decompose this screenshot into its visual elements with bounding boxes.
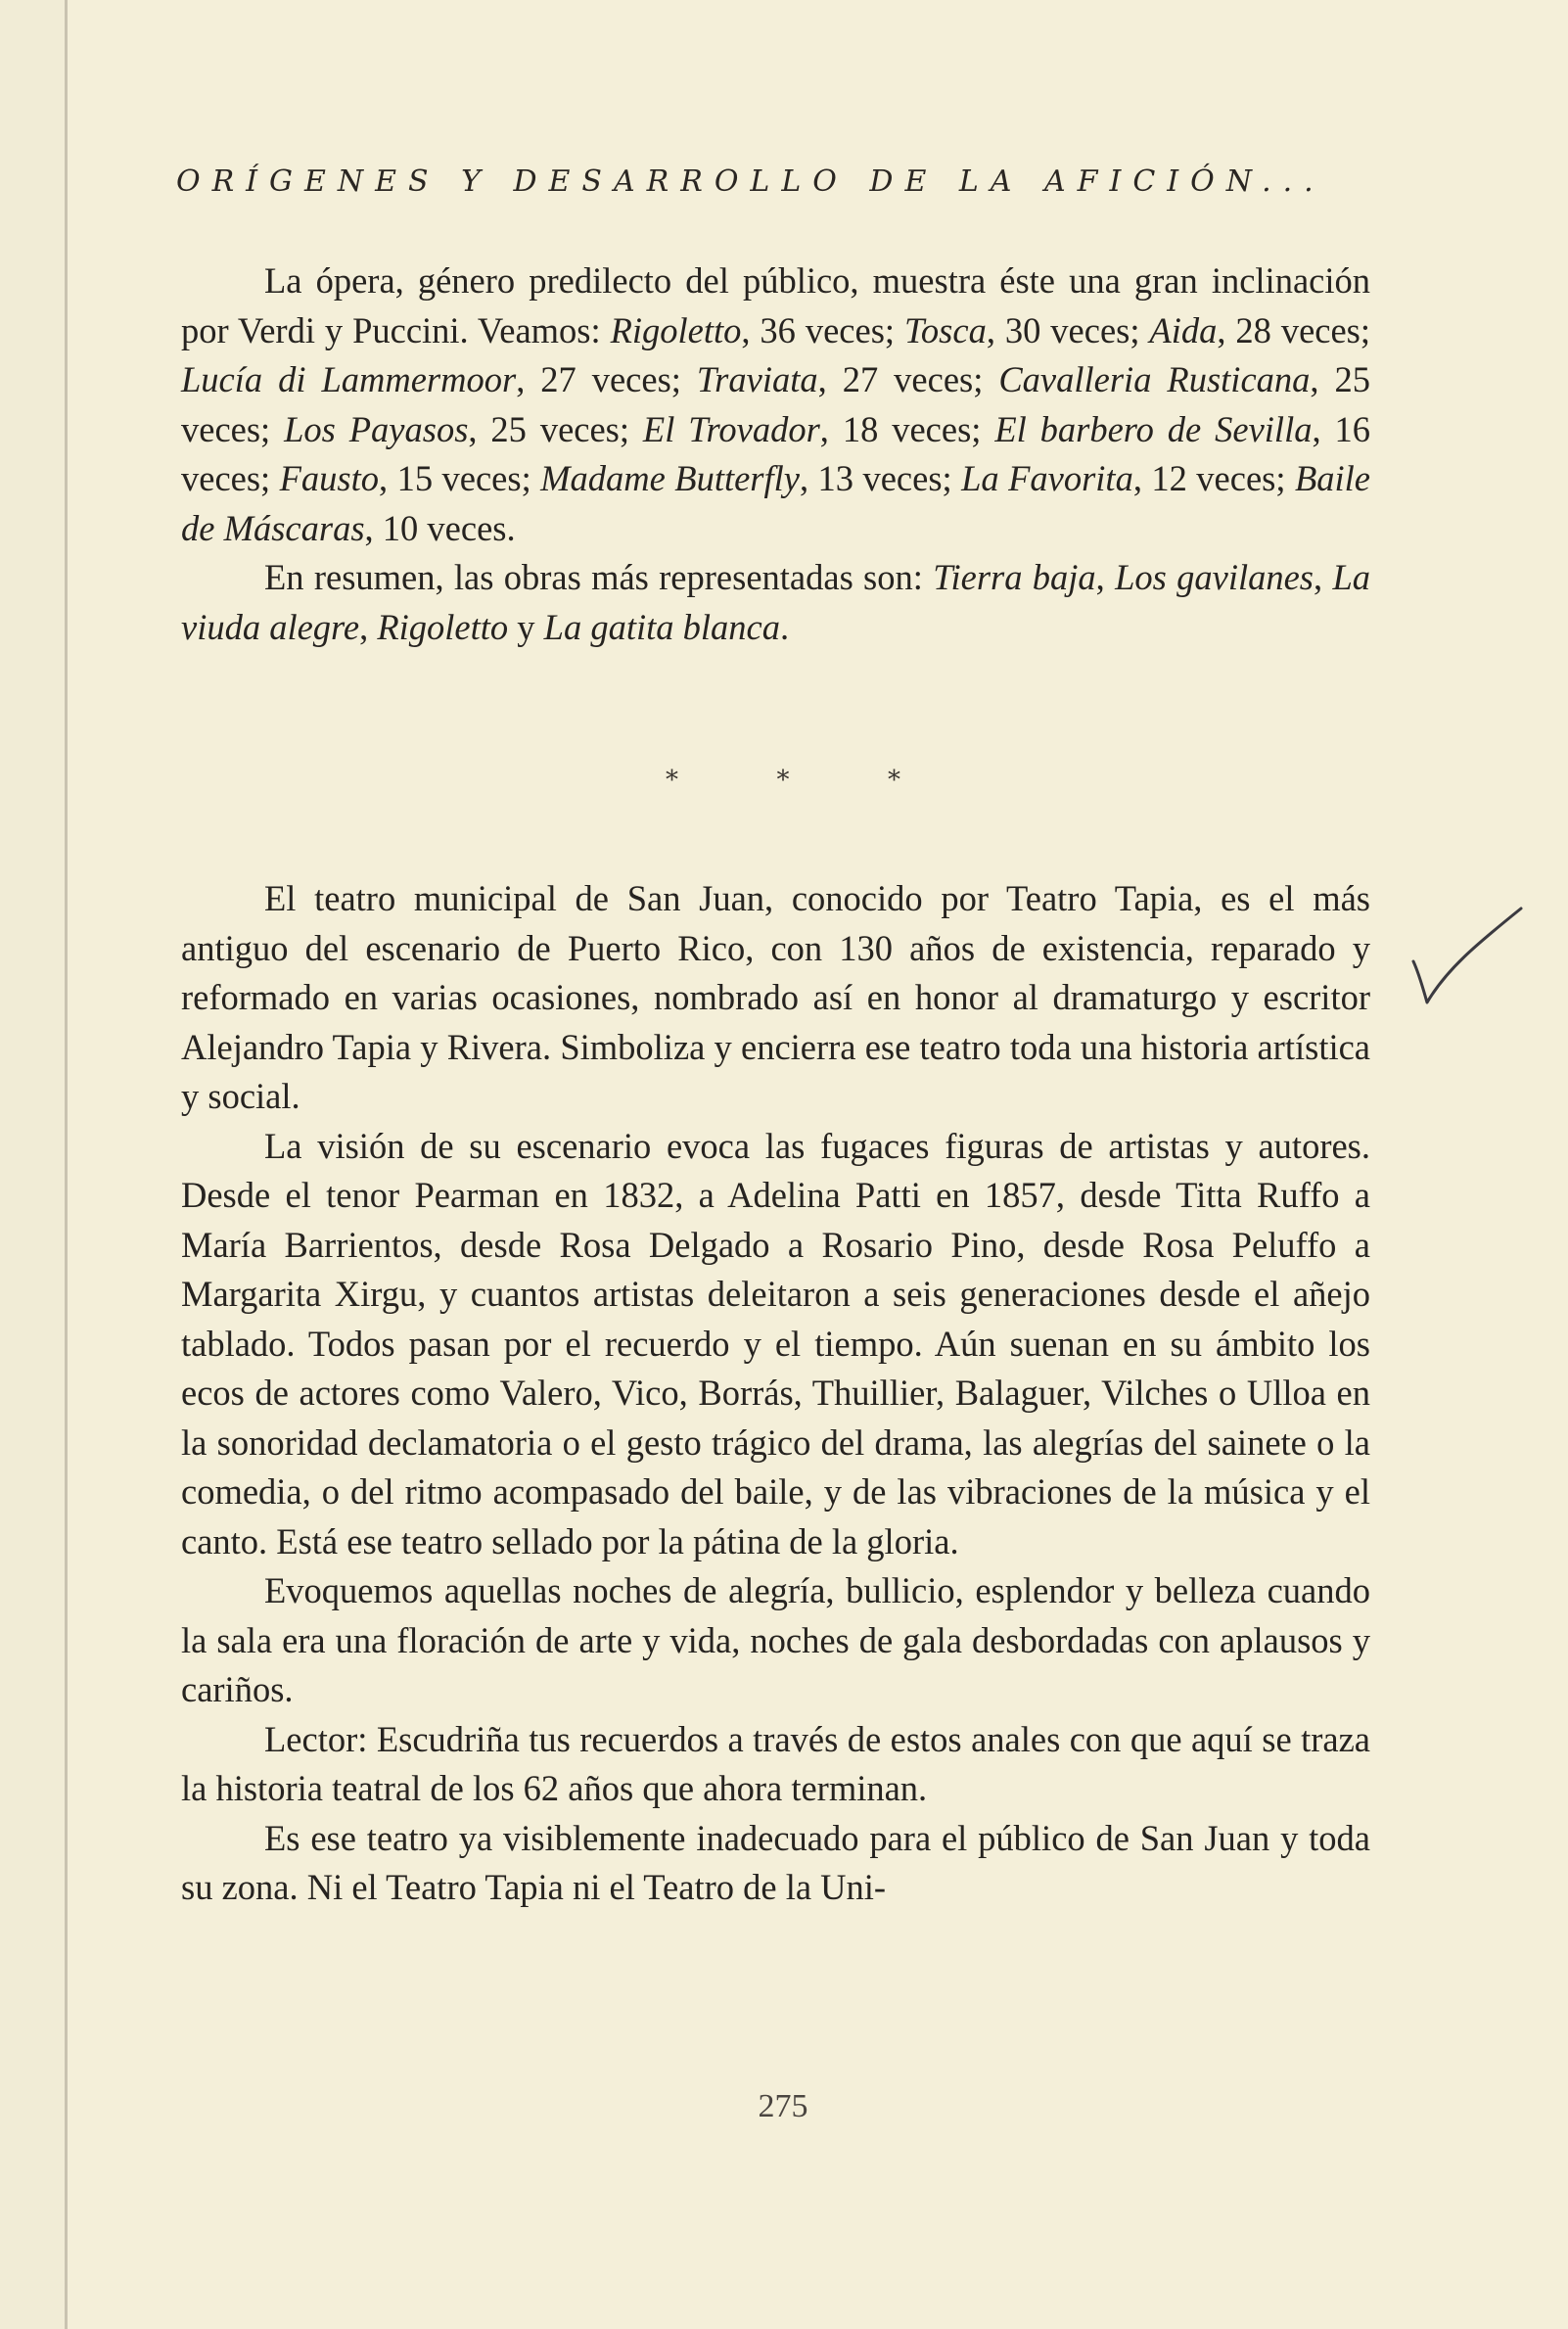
section-opera — [181, 256, 1370, 652]
paragraph-evoquemos: Evoquemos aquellas noches de alegría, bullicio, esplendor y belleza cuando la sala era una floración de arte y vida, noches de gala desbordadas con aplausos y cariños. — [181, 1570, 1370, 1709]
section-divider — [666, 766, 900, 795]
paragraph-summary: En resumen, las obras más representadas son: Tierra baja, Los gavilanes, La viuda alegre, Rigoletto y La gatita blanca. — [181, 557, 1370, 647]
paragraph-vision: La visión de su escenario evoca las fugaces figuras de artistas y autores. Desde el tenor Pearman en 1832, a Adelina Patti en 1857, desde Titta Ruffo a María Barrientos, desde Rosa Delgado a Rosario Pino, desde Rosa Peluffo a Margarita Xirgu, y cuantos artistas deleitaron a seis generaciones desde el añejo tablado. Todos pasan por el recuerdo y el tiempo. Aún suenan en su ámbito los ecos de actores como Valero, Vico, Borrás, Thuillier, Balaguer, Vilches o Ulloa en la sonoridad declamatoria o el gesto trágico del drama, las alegrías del sainete o la comedia, o del ritmo acompasado del baile, y de las vibraciones de la música y el canto. Está ese teatro sellado por la pátina de la gloria. — [181, 1125, 1370, 1561]
page-edge-line — [65, 0, 68, 2329]
section-teatro-tapia — [181, 874, 1370, 1913]
asterisk-2: * — [776, 766, 790, 795]
asterisk-1: * — [666, 766, 678, 795]
paragraph-teatro-intro: El teatro municipal de San Juan, conocido por Teatro Tapia, es el más antiguo del escenario de Puerto Rico, con 130 años de existencia, reparado y reformado en varias ocasiones, nombrado así en honor al dramaturgo y escritor Alejandro Tapia y Rivera. Simboliza y encierra ese teatro toda una historia artística y social. — [181, 878, 1370, 1116]
page-number: 275 — [758, 2088, 808, 2124]
asterisk-3: * — [888, 766, 900, 795]
paragraph-opera-list: La ópera, género predilecto del público, muestra éste una gran inclinación por Verdi y Puccini. Veamos: Rigoletto, 36 veces; Tosca, 30 veces; Aida, 28 veces; Lucía di Lammermoor, 27 veces; Traviata, 27 veces; Cavalleria Rusticana, 25 veces; Los Payasos, 25 veces; El Trovador, 18 veces; El barbero de Sevilla, 16 veces; Fausto, 15 veces; Madame Butterfly, 13 veces; La Favorita, 12 veces; Baile de Máscaras, 10 veces. — [181, 260, 1371, 548]
paragraph-inadecuado: Es ese teatro ya visiblemente inadecuado para el público de San Juan y toda su zona. Ni el Teatro Tapia ni el Teatro de la Uni- — [181, 1817, 1370, 1907]
running-head: ORÍGENES Y DESARROLLO DE LA AFICIÓN... — [176, 164, 1325, 199]
handwritten-checkmark-icon — [1407, 901, 1525, 1018]
page-gutter — [0, 0, 65, 2329]
paragraph-lector: Lector: Escudriña tus recuerdos a través de estos anales con que aquí se traza la historia teatral de los 62 años que ahora terminan. — [181, 1718, 1370, 1808]
